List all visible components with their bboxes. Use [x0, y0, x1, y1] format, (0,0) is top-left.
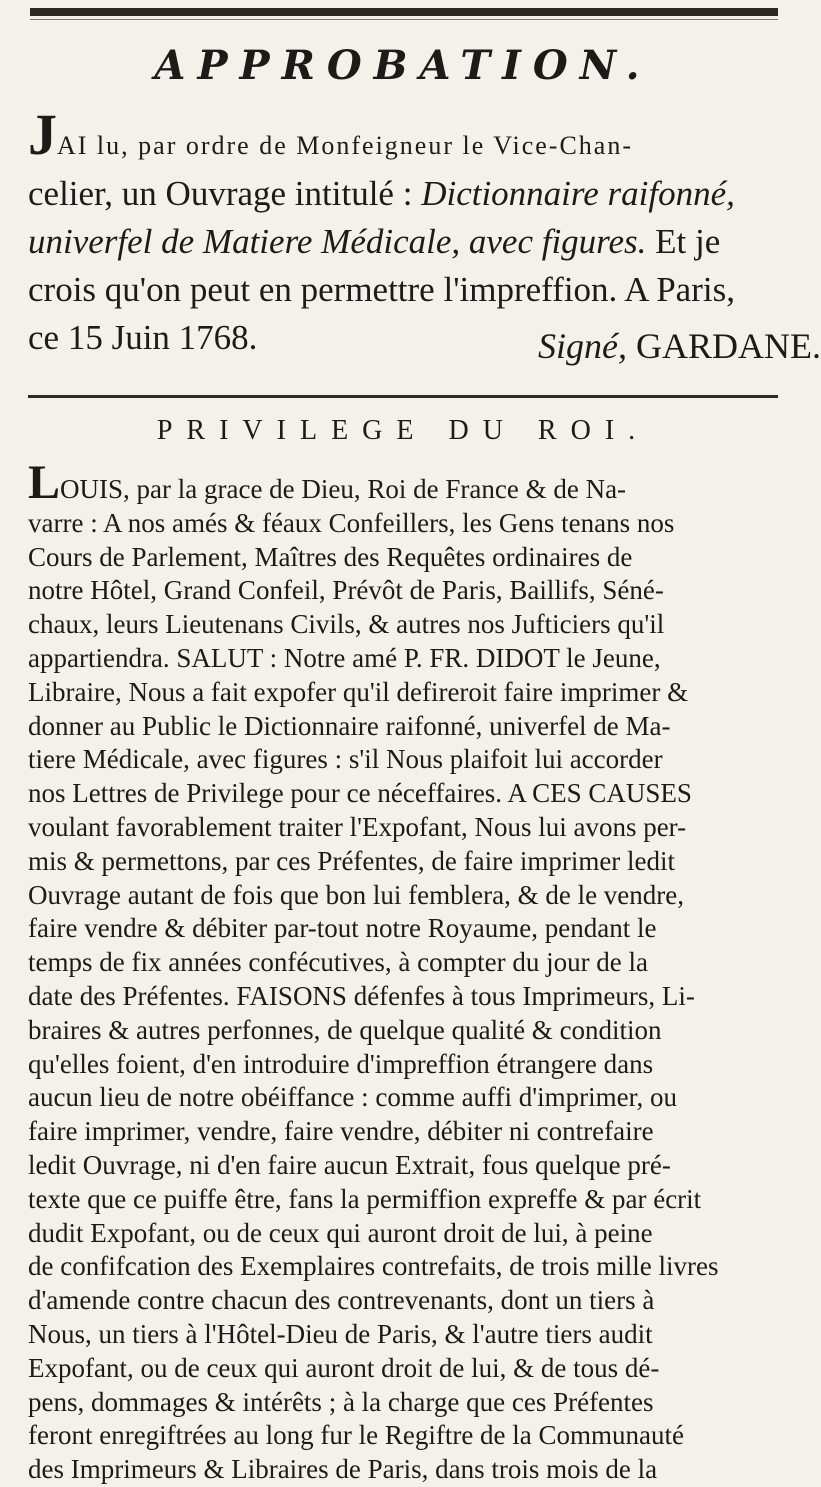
privilege-line: Cours de Parlement, Maîtres des Requêtes ordinaires de	[28, 541, 633, 572]
privilege-line: braires & autres perfonnes, de quelque qualité & condition	[28, 1014, 662, 1045]
privilege-line: mis & permettons, par ces Préfentes, de faire imprimer ledit	[28, 845, 676, 876]
approbation-title: APPROBATION.	[154, 42, 652, 89]
privilege-line: faire vendre & débiter par-tout notre Royaume, pendant le	[28, 913, 657, 944]
top-ornament-rule	[30, 8, 778, 16]
signature	[538, 325, 821, 367]
privilege-line: tiere Médicale, avec figures : s'il Nous plaifoit lui accorder	[28, 744, 663, 775]
approbation-line: JAI lu, par ordre de Monfeigneur le Vice-Chan-	[28, 102, 634, 167]
signer-name: GARDANE.	[635, 326, 821, 366]
approbation-line: ce 15 Juin 1768.	[28, 318, 258, 357]
approbation-line: celier, un Ouvrage intitulé : Dictionnaire raifonné,	[28, 174, 735, 213]
privilege-line: Nous, un tiers à l'Hôtel-Dieu de Paris, & l'autre tiers audit	[28, 1318, 653, 1349]
document-page	[28, 0, 821, 1485]
drop-cap: J	[28, 102, 57, 167]
privilege-line: Ouvrage autant de fois que bon lui femblera, & de le vendre,	[28, 879, 685, 910]
privilege-line: voulant favorablement traiter l'Expofant, Nous lui avons per-	[28, 811, 687, 842]
drop-cap: L	[28, 456, 61, 509]
approbation-line: univerfel de Matiere Médicale, avec figures. Et je	[28, 222, 721, 261]
privilege-body	[28, 456, 776, 1487]
privilege-line: donner au Public le Dictionnaire raifonné, univerfel de Ma-	[28, 710, 671, 741]
privilege-line: qu'elles foient, d'en introduire d'impreffion étrangere dans	[28, 1048, 654, 1079]
privilege-line: date des Préfentes. FAISONS défenfes à tous Imprimeurs, Li-	[28, 980, 695, 1011]
privilege-line: faire imprimer, vendre, faire vendre, débiter ni contrefaire	[28, 1116, 654, 1147]
privilege-line: feront enregiftrées au long fur le Regiftre de la Communauté	[28, 1420, 685, 1451]
signe-label: Signé,	[538, 326, 627, 366]
top-thin-rule	[30, 19, 778, 20]
privilege-line: aucun lieu de notre obéiffance : comme auffi d'imprimer, ou	[28, 1082, 678, 1113]
privilege-line: dudit Expofant, ou de ceux qui auront droit de lui, à peine	[28, 1217, 653, 1248]
privilege-line: de confifcation des Exemplaires contrefaits, de trois mille livres	[28, 1251, 719, 1282]
privilege-line: notre Hôtel, Grand Confeil, Prévôt de Paris, Baillifs, Séné-	[28, 575, 664, 606]
privilege-line: varre : A nos amés & féaux Confeillers, les Gens tenans nos	[28, 507, 675, 538]
privilege-line: LOUIS, par la grace de Dieu, Roi de France & de Na-	[28, 456, 627, 509]
privilege-line: pens, dommages & intérêts ; à la charge que ces Préfentes	[28, 1386, 654, 1417]
approbation-line: crois qu'on peut en permettre l'impreffion. A Paris,	[28, 270, 735, 309]
privilege-line: Libraire, Nous a fait expofer qu'il defireroit faire imprimer &	[28, 676, 689, 707]
privilege-line: d'amende contre chacun des contrevenants, dont un tiers à	[28, 1285, 655, 1316]
privilege-line: temps de fix années confécutives, à compter du jour de la	[28, 947, 649, 978]
privilege-line: des Imprimeurs & Libraires de Paris, dans trois mois de la	[28, 1454, 658, 1485]
privilege-line: texte que ce puiffe être, fans la permiffion expreffe & par écrit	[28, 1183, 702, 1214]
section-divider	[28, 395, 778, 398]
privilege-line: ledit Ouvrage, ni d'en faire aucun Extrait, fous quelque pré-	[28, 1149, 671, 1180]
privilege-line: Expofant, ou de ceux qui auront droit de lui, & de tous dé-	[28, 1352, 660, 1383]
privilege-line: appartiendra. SALUT : Notre amé P. FR. DIDOT le Jeune,	[28, 642, 661, 673]
privilege-line: nos Lettres de Privilege pour ce néceffaires. A CES CAUSES	[28, 778, 692, 809]
privilege-title: PRIVILEGE DU ROI.	[156, 415, 650, 446]
privilege-line: chaux, leurs Lieutenans Civils, & autres nos Jufticiers qu'il	[28, 609, 665, 640]
